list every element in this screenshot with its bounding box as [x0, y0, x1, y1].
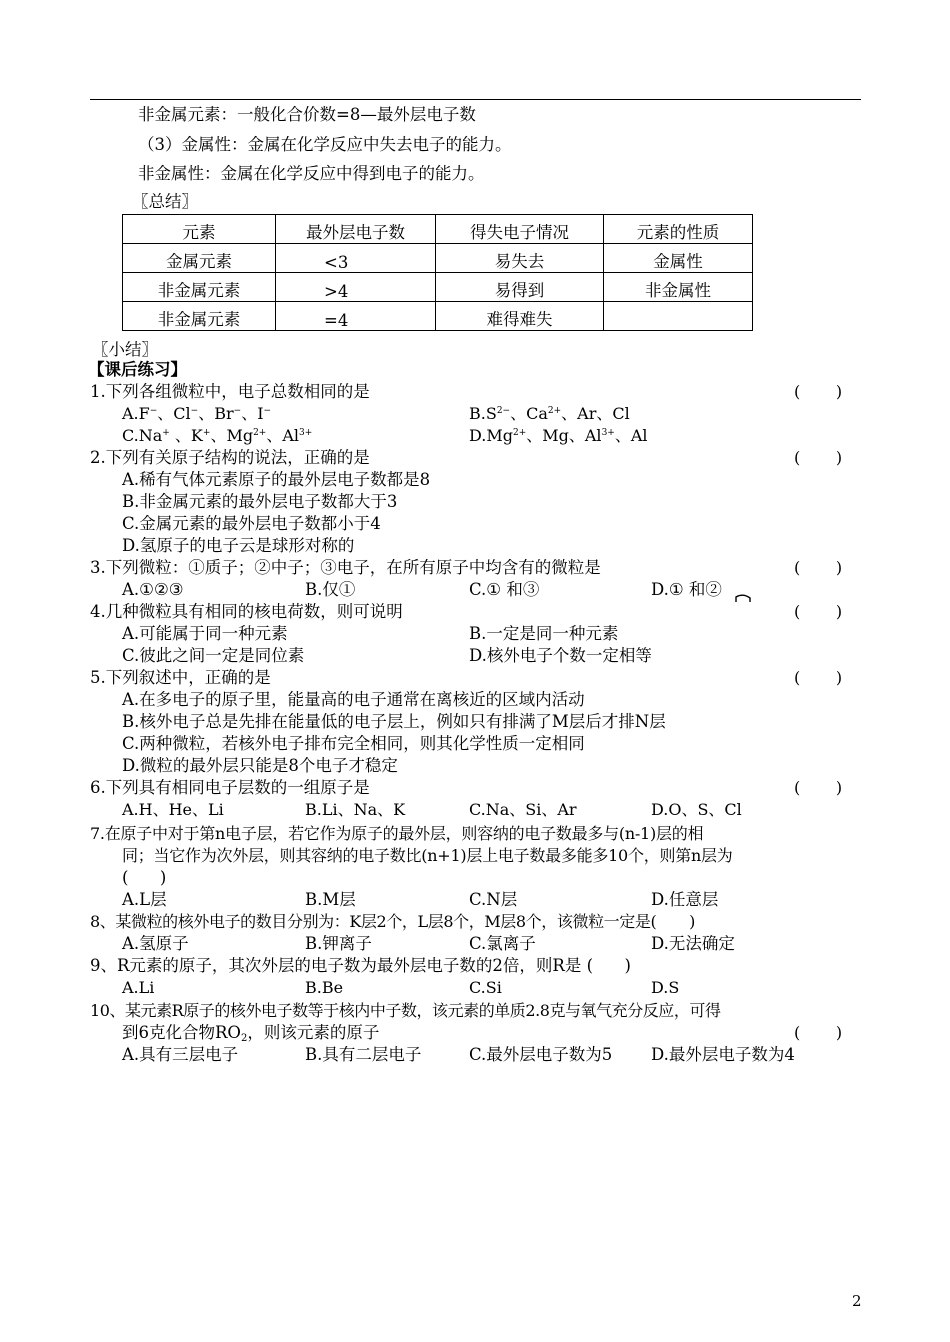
q10-stem-line-2: 到6克化合物$RO_2$，则该元素的原子: [122, 1023, 380, 1044]
intro-line-2: （3）金属性：金属在化学反应中失去电子的能力。: [138, 135, 512, 154]
q6-stem: 6.下列具有相同电子层数的一组原子是: [90, 778, 370, 797]
summary-table: [122, 214, 753, 331]
q7-option-a: A.L层: [122, 890, 167, 909]
q3-option-c: C.① 和③: [469, 580, 540, 599]
q3-stem: 3.下列微粒：①质子；②中子；③电子，在所有原子中均含有的微粒是: [90, 558, 601, 577]
table-row: [123, 302, 753, 331]
table-header-cell: 最外层电子数: [276, 215, 436, 244]
table-cell: [604, 302, 753, 331]
q7-option-d: D.任意层: [651, 890, 719, 909]
q2-option-c: C.金属元素的最外层电子数都小于4: [122, 514, 381, 533]
table-header-cell: 得失电子情况: [436, 215, 604, 244]
q8-option-d: D.无法确定: [651, 934, 735, 953]
table-cell: <3: [276, 244, 436, 273]
q5-answer-paren: ( ): [794, 668, 843, 687]
q10-option-d: D.最外层电子数为4: [651, 1045, 795, 1064]
q10-option-b: B.具有二层电子: [305, 1045, 422, 1064]
q7-stem-line-3: ( ): [122, 868, 167, 887]
q1-option-b: $B.S^{2-}$、$Ca^{2+}$、Ar、Cl: [469, 404, 630, 423]
table-cell: 金属元素: [123, 244, 276, 273]
q8-option-a: A.氢原子: [122, 934, 189, 953]
table-header-row: [123, 215, 753, 244]
q10-stem-line-1: 10、某元素R原子的核外电子数等于核内中子数，该元素的单质2.8克与氧气充分反应，可得: [90, 1001, 721, 1020]
q1-stem: 1.下列各组微粒中，电子总数相同的是: [90, 382, 370, 401]
q5-option-c: C.两种微粒，若核外电子排布完全相同，则其化学性质一定相同: [122, 734, 585, 753]
exercise-heading: 【课后练习】: [88, 360, 187, 379]
table-row: [123, 273, 753, 302]
table-cell: 非金属元素: [123, 273, 276, 302]
summary-heading: 〖总结〗: [132, 192, 198, 211]
table-cell: 非金属性: [604, 273, 753, 302]
q5-option-b: B.核外电子总是先排在能量低的电子层上，例如只有排满了M层后才排N层: [122, 712, 666, 731]
q10-answer-paren: ( ): [794, 1023, 843, 1042]
q3-option-d: D.① 和②: [651, 580, 722, 599]
header-rule: [90, 99, 861, 100]
xiaojie-heading: 〖小结〗: [92, 340, 158, 359]
q7-option-b: B.M层: [305, 890, 356, 909]
q4-option-b: B.一定是同一种元素: [469, 624, 619, 643]
q1-option-c: C.Na+ 、K+、$Mg^{2+}$、$Al^{3+}$: [122, 426, 313, 445]
q9-option-d: D.S: [651, 978, 680, 997]
q1-answer-paren: ( ): [794, 382, 843, 401]
q9-option-c: C.Si: [469, 978, 502, 997]
q3-option-a: A.①②③: [122, 580, 184, 599]
q6-option-b: B.Li、Na、K: [305, 800, 406, 819]
q2-option-a: A.稀有气体元素原子的最外层电子数都是8: [122, 470, 431, 489]
table-cell: 易失去: [436, 244, 604, 273]
q1-option-d: $D.Mg^{2+}$、Mg、$Al^{3+}$、Al: [469, 426, 648, 445]
q9-stem: 9、R元素的原子，其次外层的电子数为最外层电子数的2倍，则R是 ( ): [90, 956, 631, 975]
table-row: [123, 244, 753, 273]
q4-answer-paren: ( ): [794, 602, 843, 621]
q9-option-a: A.Li: [122, 978, 155, 997]
table-cell: 金属性: [604, 244, 753, 273]
q4-option-a: A.可能属于同一种元素: [122, 624, 288, 643]
table-cell: 易得到: [436, 273, 604, 302]
q5-stem: 5.下列叙述中，正确的是: [90, 668, 271, 687]
table-header-cell: 元素: [123, 215, 276, 244]
q6-answer-paren: ( ): [794, 778, 843, 797]
q7-option-c: C.N层: [469, 890, 518, 909]
q8-option-b: B.钾离子: [305, 934, 372, 953]
q2-option-d: D.氢原子的电子云是球形对称的: [122, 536, 355, 555]
q5-option-d: D.微粒的最外层只能是8个电子才稳定: [122, 756, 398, 775]
intro-line-3: 非金属性：金属在化学反应中得到电子的能力。: [138, 164, 485, 183]
q10-option-a: A.具有三层电子: [122, 1045, 239, 1064]
q6-option-c: C.Na、Si、Ar: [469, 800, 577, 819]
q4-stem: 4.几种微粒具有相同的核电荷数，则可说明: [90, 602, 403, 621]
page-number: 2: [852, 1292, 862, 1310]
ink-mark-icon: [735, 593, 751, 603]
q4-option-d: D.核外电子个数一定相等: [469, 646, 652, 665]
table-cell: 非金属元素: [123, 302, 276, 331]
q3-option-b: B.仅①: [305, 580, 356, 599]
table-cell: =4: [276, 302, 436, 331]
q2-stem: 2.下列有关原子结构的说法，正确的是: [90, 448, 370, 467]
table-header-cell: 元素的性质: [604, 215, 753, 244]
q1-option-a: A.F−、Cl−、Br−、I−: [122, 404, 272, 423]
q7-stem-line-2: 同；当它作为次外层，则其容纳的电子数比(n+1)层上电子数最多能多10个，则第n层为: [122, 846, 733, 865]
q5-option-a: A.在多电子的原子里，能量高的电子通常在离核近的区域内活动: [122, 690, 585, 709]
q6-option-a: A.H、He、Li: [122, 800, 224, 819]
q10-option-c: C.最外层电子数为5: [469, 1045, 613, 1064]
q2-option-b: B.非金属元素的最外层电子数都大于3: [122, 492, 398, 511]
q8-stem: 8、某微粒的核外电子的数目分别为：K层2个，L层8个，M层8个，该微粒一定是( ): [90, 912, 695, 931]
q8-option-c: C.氯离子: [469, 934, 536, 953]
intro-line-1: 非金属元素：一般化合价数=8—最外层电子数: [138, 105, 476, 124]
q7-stem-line-1: 7.在原子中对于第n电子层，若它作为原子的最外层，则容纳的电子数最多与(n-1)层的相: [90, 824, 704, 843]
q9-option-b: B.Be: [305, 978, 344, 997]
q6-option-d: D.O、S、Cl: [651, 800, 742, 819]
table-cell: >4: [276, 273, 436, 302]
table-cell: 难得难失: [436, 302, 604, 331]
q2-answer-paren: ( ): [794, 448, 843, 467]
q3-answer-paren: ( ): [794, 558, 843, 577]
q4-option-c: C.彼此之间一定是同位素: [122, 646, 305, 665]
